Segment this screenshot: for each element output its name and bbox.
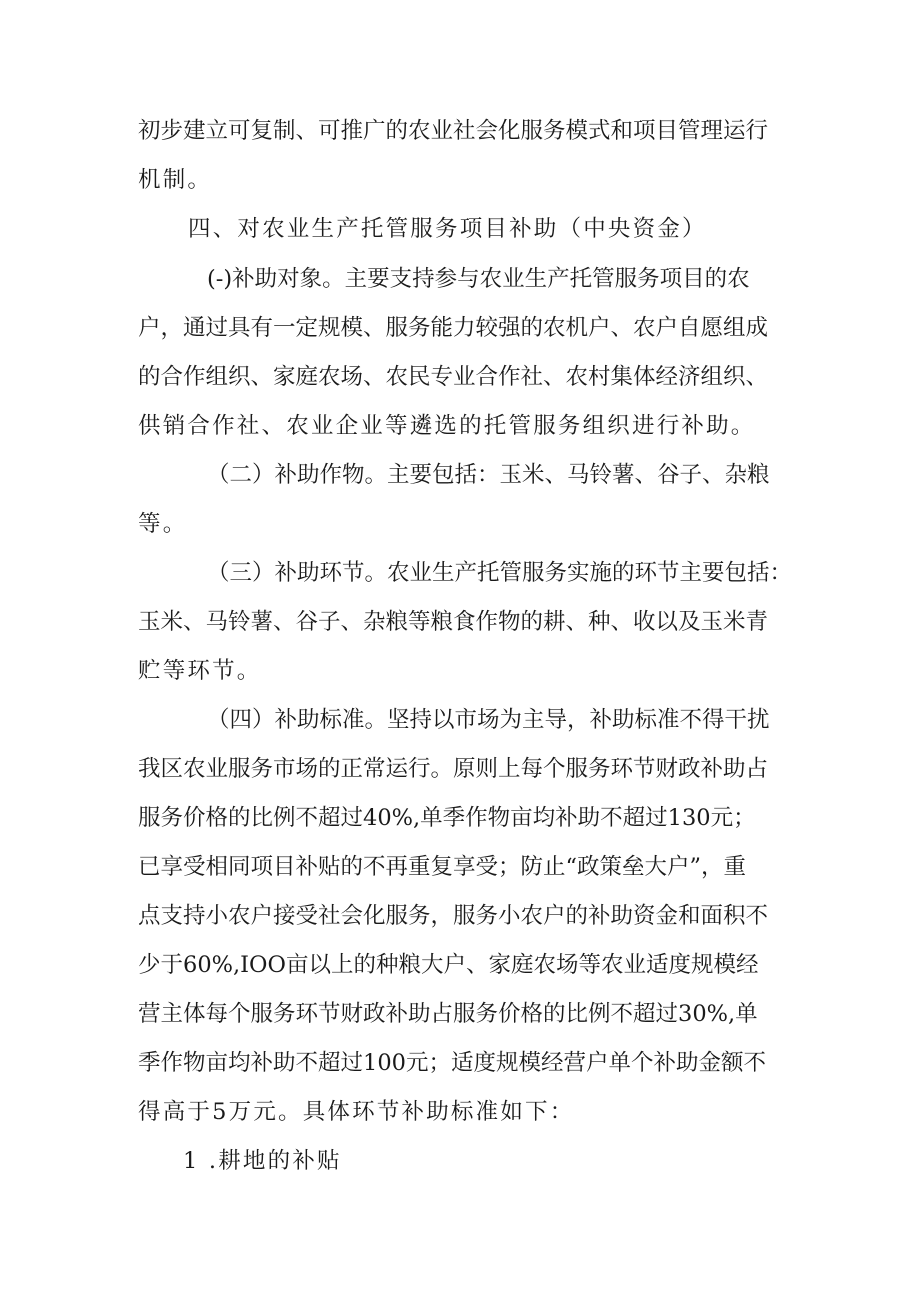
text-line: （四）补助标准。坚持以市场为主导，补助标准不得干扰	[207, 707, 770, 733]
text-line: 营主体每个服务环节财政补助占服务价格的比例不超过30%,单	[138, 1001, 758, 1027]
text-line: 我区农业服务市场的正常运行。原则上每个服务环节财政补助占	[138, 756, 769, 782]
text-line: 季作物亩均补助不超过100元；适度规模经营户单个补助金额不	[138, 1050, 766, 1076]
text-line: （三）补助环节。农业生产托管服务实施的环节主要包括：	[207, 560, 793, 586]
text-line: 户，通过具有一定规模、服务能力较强的农机户、农户自愿组成	[138, 315, 769, 341]
text-line: (-)补助对象。主要支持参与农业生产托管服务项目的农	[207, 266, 750, 292]
text-line: （二）补助作物。主要包括：玉米、马铃薯、谷子、杂粮	[207, 462, 770, 488]
text-line: 机制。	[138, 167, 213, 193]
text-line: 等。	[138, 511, 188, 537]
text-line: 的合作组织、家庭农场、农民专业合作社、农村集体经济组织、	[138, 364, 769, 390]
text-line: 得高于5万元。具体环节补助标准如下：	[138, 1099, 575, 1125]
text-line: 已享受相同项目补贴的不再重复享受；防止“政策垒大户”，重	[138, 854, 747, 880]
text-line: 服务价格的比例不超过40%,单季作物亩均补助不超过130元；	[138, 805, 756, 831]
text-line: 点支持小农户接受社会化服务，服务小农户的补助资金和面积不	[138, 903, 769, 929]
text-line: 初步建立可复制、可推广的农业社会化服务模式和项目管理运行	[138, 118, 769, 144]
text-line: 供销合作社、农业企业等遴选的托管服务组织进行补助。	[138, 413, 756, 439]
text-line: 玉米、马铃薯、谷子、杂粮等粮食作物的耕、种、收以及玉米青	[138, 609, 769, 635]
text-line: 少于60%,IOO亩以上的种粮大户、家庭农场等农业适度规模经	[138, 952, 759, 978]
list-item-heading: 1 .耕地的补贴	[183, 1148, 342, 1174]
section-heading: 四、对农业生产托管服务项目补助（中央资金）	[188, 216, 707, 242]
text-line: 贮等环节。	[138, 658, 262, 684]
